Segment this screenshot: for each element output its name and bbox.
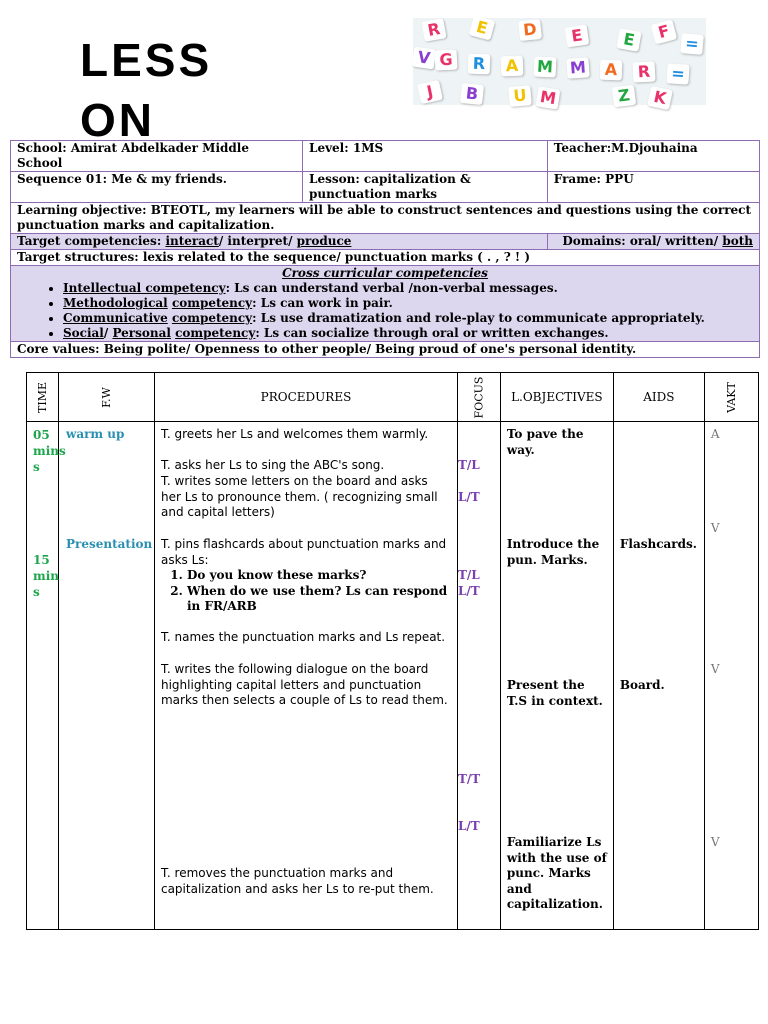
- procedure-table: [26, 372, 759, 930]
- question-item: 1. Do you know these marks?: [187, 568, 451, 584]
- header-objectives: L.OBJECTIVES: [500, 373, 613, 422]
- focus-label: L/T: [457, 490, 480, 504]
- procedure-text: T. asks her Ls to sing the ABC's song.: [160, 458, 385, 472]
- competency-desc: : Ls use dramatization and role-play to communicate appropriately.: [252, 311, 705, 325]
- focus-label: L/T: [457, 819, 480, 833]
- procedure-text: T. pins flashcards about punctuation marks and asks Ls:: [160, 537, 447, 567]
- cross-competencies-list: [17, 281, 753, 341]
- objective-text: Present the T.S in context.: [506, 678, 603, 708]
- aid-text: Board.: [619, 678, 665, 692]
- cross-competencies-cell: [11, 266, 760, 342]
- procedure-text: T. writes the following dialogue on the board highlighting capital letters and punctuation marks then selects a couple of Ls to read them.: [160, 662, 448, 707]
- lesson-cell: Lesson: capitalization & punctuation marks: [303, 172, 548, 203]
- competency-word: competency: [175, 326, 256, 340]
- focus-label: L/T: [457, 584, 480, 598]
- header-vakt-label: VAKT: [724, 382, 738, 413]
- header-time-label: TIME: [35, 382, 49, 413]
- procedure-text: T. greets her Ls and welcomes them warmly.: [160, 427, 429, 441]
- competency-produce: produce: [296, 234, 352, 248]
- procedures-cell: [154, 422, 457, 930]
- time-block-2: [33, 552, 59, 600]
- list-item: [63, 281, 753, 296]
- list-item: [63, 296, 753, 311]
- lesson-title: [80, 30, 213, 146]
- competency-separator: /: [103, 326, 113, 340]
- time-value: 15: [33, 553, 50, 567]
- header-fw: [58, 373, 154, 422]
- objectives-cell: [500, 422, 613, 930]
- cross-competencies-title: Cross curricular competencies: [282, 266, 488, 280]
- competency-word: competency: [171, 311, 253, 325]
- vakt-value: V: [710, 662, 720, 676]
- header-fw-label: F.W: [99, 387, 113, 408]
- procedure-text: T. names the punctuation marks and Ls repeat.: [160, 630, 446, 644]
- header-time: [27, 373, 59, 422]
- header-focus-label: FOCUS: [472, 376, 486, 419]
- domains-cell: [547, 234, 759, 250]
- competency-name: Communicative: [63, 311, 168, 325]
- competency-name: Methodological: [63, 296, 168, 310]
- vakt-value: V: [710, 835, 720, 849]
- header-focus: [457, 373, 500, 422]
- vakt-value: A: [710, 427, 720, 441]
- fw-cell: [58, 422, 154, 930]
- procedure-step: [161, 427, 451, 443]
- frame-cell: Frame: PPU: [547, 172, 759, 203]
- procedure-text: T. removes the punctuation marks and capitalization and asks her Ls to re-put them.: [160, 866, 434, 896]
- vakt-value: V: [710, 521, 720, 535]
- header-aids: AIDS: [613, 373, 704, 422]
- competency-name: Intellectual competency: [63, 281, 226, 295]
- aids-cell: [613, 422, 704, 930]
- title-line-1: LESS: [80, 34, 213, 86]
- core-values-cell: Core values: Being polite/ Openness to other people/ Being proud of one's personal identity.: [11, 342, 760, 358]
- grammar-banner-image: R E D E E F = V G R A M M A R = J B U M Z K: [413, 18, 706, 105]
- time-unit-wrap: s: [33, 460, 40, 474]
- title-line-2: ON: [80, 94, 155, 146]
- header-procedures: PROCEDURES: [154, 373, 457, 422]
- competency-name: Social: [63, 326, 104, 340]
- sequence-cell: Sequence 01: Me & my friends.: [11, 172, 303, 203]
- focus-label: T/L: [457, 568, 480, 582]
- procedure-text: T. writes some letters on the board and asks her Ls to pronounce them. ( recognizing small and capital letters): [160, 474, 438, 519]
- competency-desc: : Ls can work in pair.: [252, 296, 393, 310]
- focus-cell: [457, 422, 500, 930]
- lesson-info-table: [10, 140, 760, 358]
- objective-cell: Learning objective: BTEOTL, my learners will be able to construct sentences and questions using the correct punctuation marks and capitalization.: [11, 203, 760, 234]
- procedure-step: [161, 474, 451, 521]
- competency-separator: / interpret/: [218, 234, 297, 248]
- procedure-step: [161, 537, 451, 615]
- procedure-step: [161, 630, 451, 646]
- competency-desc: : Ls can socialize through oral or written exchanges.: [255, 326, 609, 340]
- aid-text: Flashcards.: [619, 537, 697, 551]
- list-item: [63, 326, 753, 341]
- focus-label: T/T: [457, 772, 481, 786]
- procedure-step: [161, 866, 451, 897]
- competencies-cell: [11, 234, 548, 250]
- vakt-cell: [704, 422, 758, 930]
- time-value: 05: [33, 428, 50, 442]
- domains-label: Domains: oral/ written/: [562, 234, 723, 248]
- header-vakt: [704, 373, 758, 422]
- objective-text: To pave the way.: [506, 427, 584, 457]
- fw-presentation: Presentation: [65, 537, 153, 551]
- fw-warm-up: warm up: [65, 427, 125, 441]
- level-cell: Level: 1MS: [303, 141, 548, 172]
- time-unit: min: [33, 569, 59, 583]
- teacher-cell: Teacher:M.Djouhaina: [547, 141, 759, 172]
- objective-text: Introduce the pun. Marks.: [506, 537, 600, 567]
- competencies-label: Target competencies:: [17, 234, 166, 248]
- domain-both: both: [722, 234, 753, 248]
- time-unit-wrap: s: [33, 585, 40, 599]
- list-item: [63, 311, 753, 326]
- question-list: [161, 568, 451, 615]
- objective-text: Familiarize Ls with the use of punc. Marks and capitalization.: [506, 835, 607, 911]
- structures-cell: Target structures: lexis related to the sequence/ punctuation marks ( . , ? ! ): [11, 250, 760, 266]
- focus-label: T/L: [457, 458, 480, 472]
- procedure-step: [161, 458, 451, 474]
- time-cell: [27, 422, 66, 930]
- competency-word: competency: [171, 296, 253, 310]
- school-cell: School: Amirat Abdelkader Middle School: [11, 141, 303, 172]
- procedure-step: [161, 662, 451, 709]
- question-item: 2. When do we use them? Ls can respond in FR/ARB: [187, 584, 451, 615]
- competency-interact: interact: [165, 234, 219, 248]
- time-unit: mins: [33, 444, 66, 458]
- competency-desc: : Ls can understand verbal /non-verbal messages.: [225, 281, 558, 295]
- competency-name-2: Personal: [112, 326, 171, 340]
